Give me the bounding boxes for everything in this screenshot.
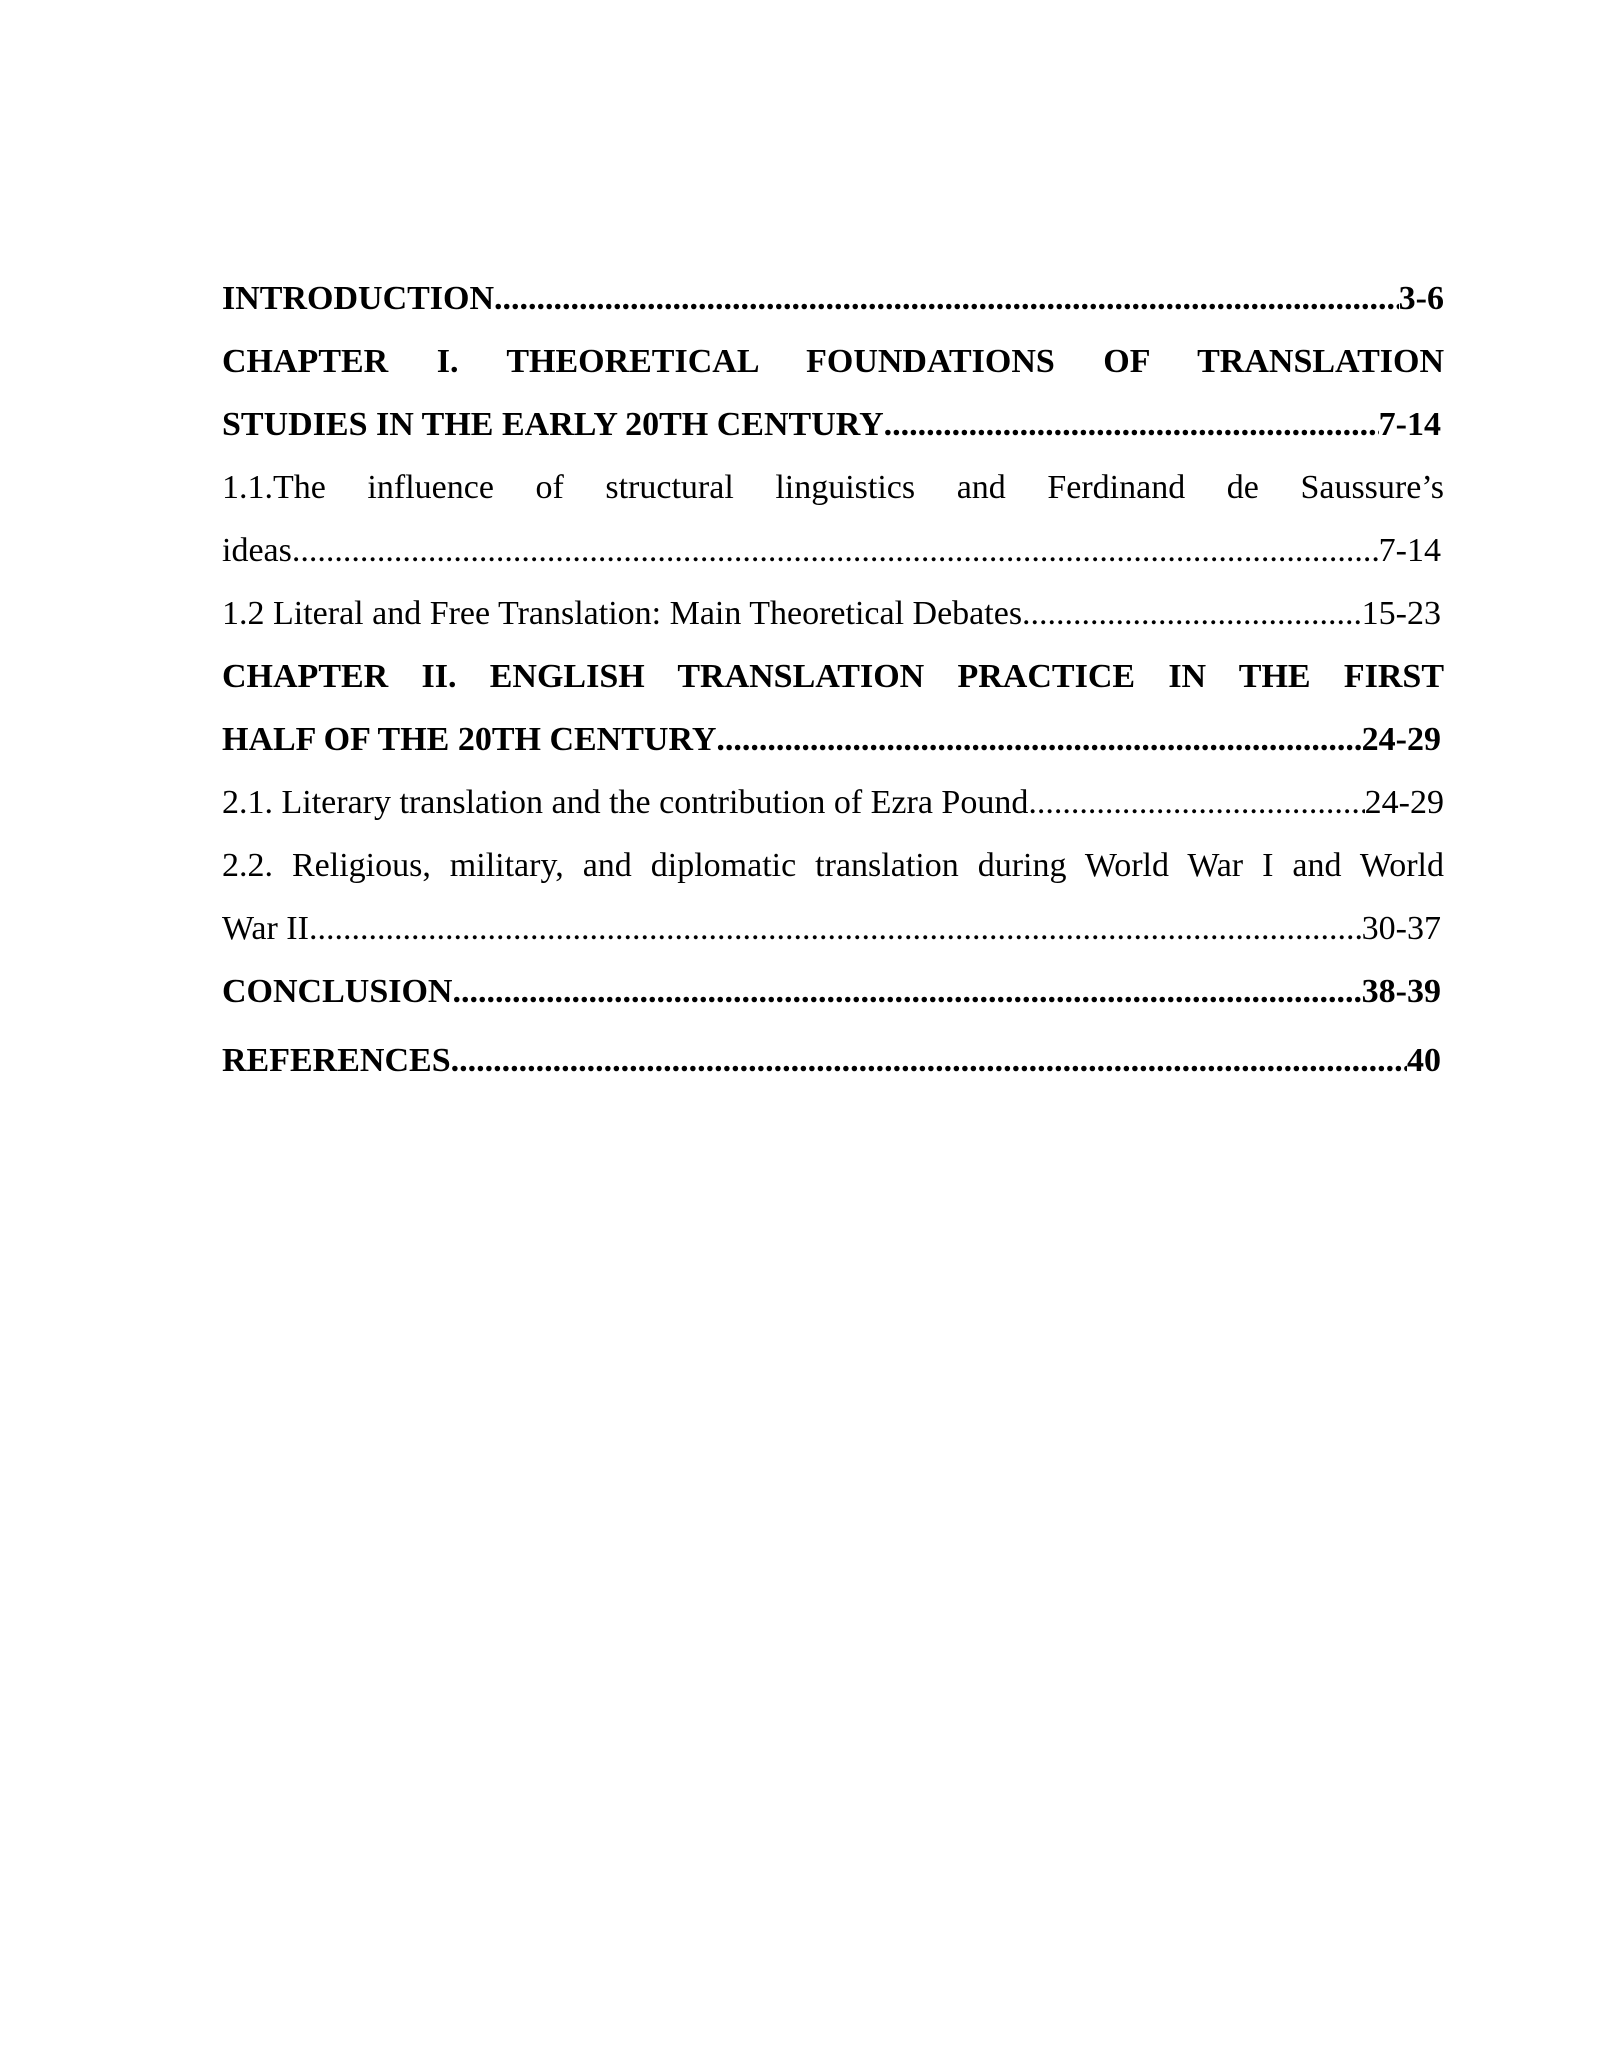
toc-entry-title: INTRODUCTION — [222, 280, 495, 317]
toc-entry-pages: 24-29 — [1361, 721, 1441, 758]
toc-entry-chapter-2-line-1: CHAPTER II. ENGLISH TRANSLATION PRACTICE IN THE FIRST — [222, 658, 1444, 695]
toc-entry-pages: 3-6 — [1398, 280, 1444, 317]
toc-entry-chapter-2-line-2 — [222, 708, 1444, 771]
toc-entry-chapter-1-line-1: CHAPTER I. THEORETICAL FOUNDATIONS OF TRANSLATION — [222, 343, 1444, 380]
toc-entry-chapter-1-line-2 — [222, 393, 1444, 456]
toc-entry-title: 1.2 Literal and Free Translation: Main Theoretical Debates — [222, 595, 1023, 632]
toc-entry-title: CONCLUSION — [222, 973, 453, 1010]
toc-entry-title: 2.1. Literary translation and the contribution of Ezra Pound — [222, 784, 1029, 821]
toc-entry-pages: 30-37 — [1361, 910, 1441, 947]
toc-entry-title: War II — [222, 910, 309, 947]
toc-entry-references — [222, 1023, 1444, 1098]
toc-leader-dots — [1028, 771, 1364, 834]
toc-entry-pages: 7-14 — [1378, 532, 1441, 569]
toc-entry-title: STUDIES IN THE EARLY 20TH CENTURY — [222, 406, 884, 443]
toc-leader-dots — [309, 897, 1362, 960]
toc-entry-section-2-2-line-1: 2.2. Religious, military, and diplomatic translation during World War I and World — [222, 847, 1444, 884]
toc-entry-section-1-1-line-2 — [222, 519, 1444, 582]
toc-leader-dots — [716, 708, 1361, 771]
toc-entry-section-1-2 — [222, 582, 1444, 645]
toc-entry-pages: 15-23 — [1361, 595, 1441, 632]
toc-entry-section-2-1 — [222, 771, 1444, 834]
toc-entry-pages: 24-29 — [1364, 784, 1444, 821]
toc-entry-section-1-1-line-1: 1.1.The influence of structural linguistics and Ferdinand de Saussure’s — [222, 469, 1444, 506]
toc-leader-dots — [451, 1023, 1407, 1098]
toc-leader-dots — [292, 519, 1379, 582]
toc-entry-title: ideas — [222, 532, 292, 569]
toc-entry-pages: 40 — [1407, 1042, 1441, 1079]
table-of-contents — [222, 267, 1444, 1098]
toc-leader-dots — [494, 267, 1399, 330]
toc-entry-title: HALF OF THE 20TH CENTURY — [222, 721, 717, 758]
toc-leader-dots — [1022, 582, 1362, 645]
toc-entry-introduction — [222, 267, 1444, 330]
toc-entry-title: REFERENCES — [222, 1042, 451, 1079]
toc-leader-dots — [884, 393, 1379, 456]
toc-leader-dots — [452, 960, 1361, 1023]
toc-entry-pages: 7-14 — [1378, 406, 1441, 443]
toc-entry-conclusion — [222, 960, 1444, 1023]
toc-entry-pages: 38-39 — [1361, 973, 1441, 1010]
toc-entry-section-2-2-line-2 — [222, 897, 1444, 960]
